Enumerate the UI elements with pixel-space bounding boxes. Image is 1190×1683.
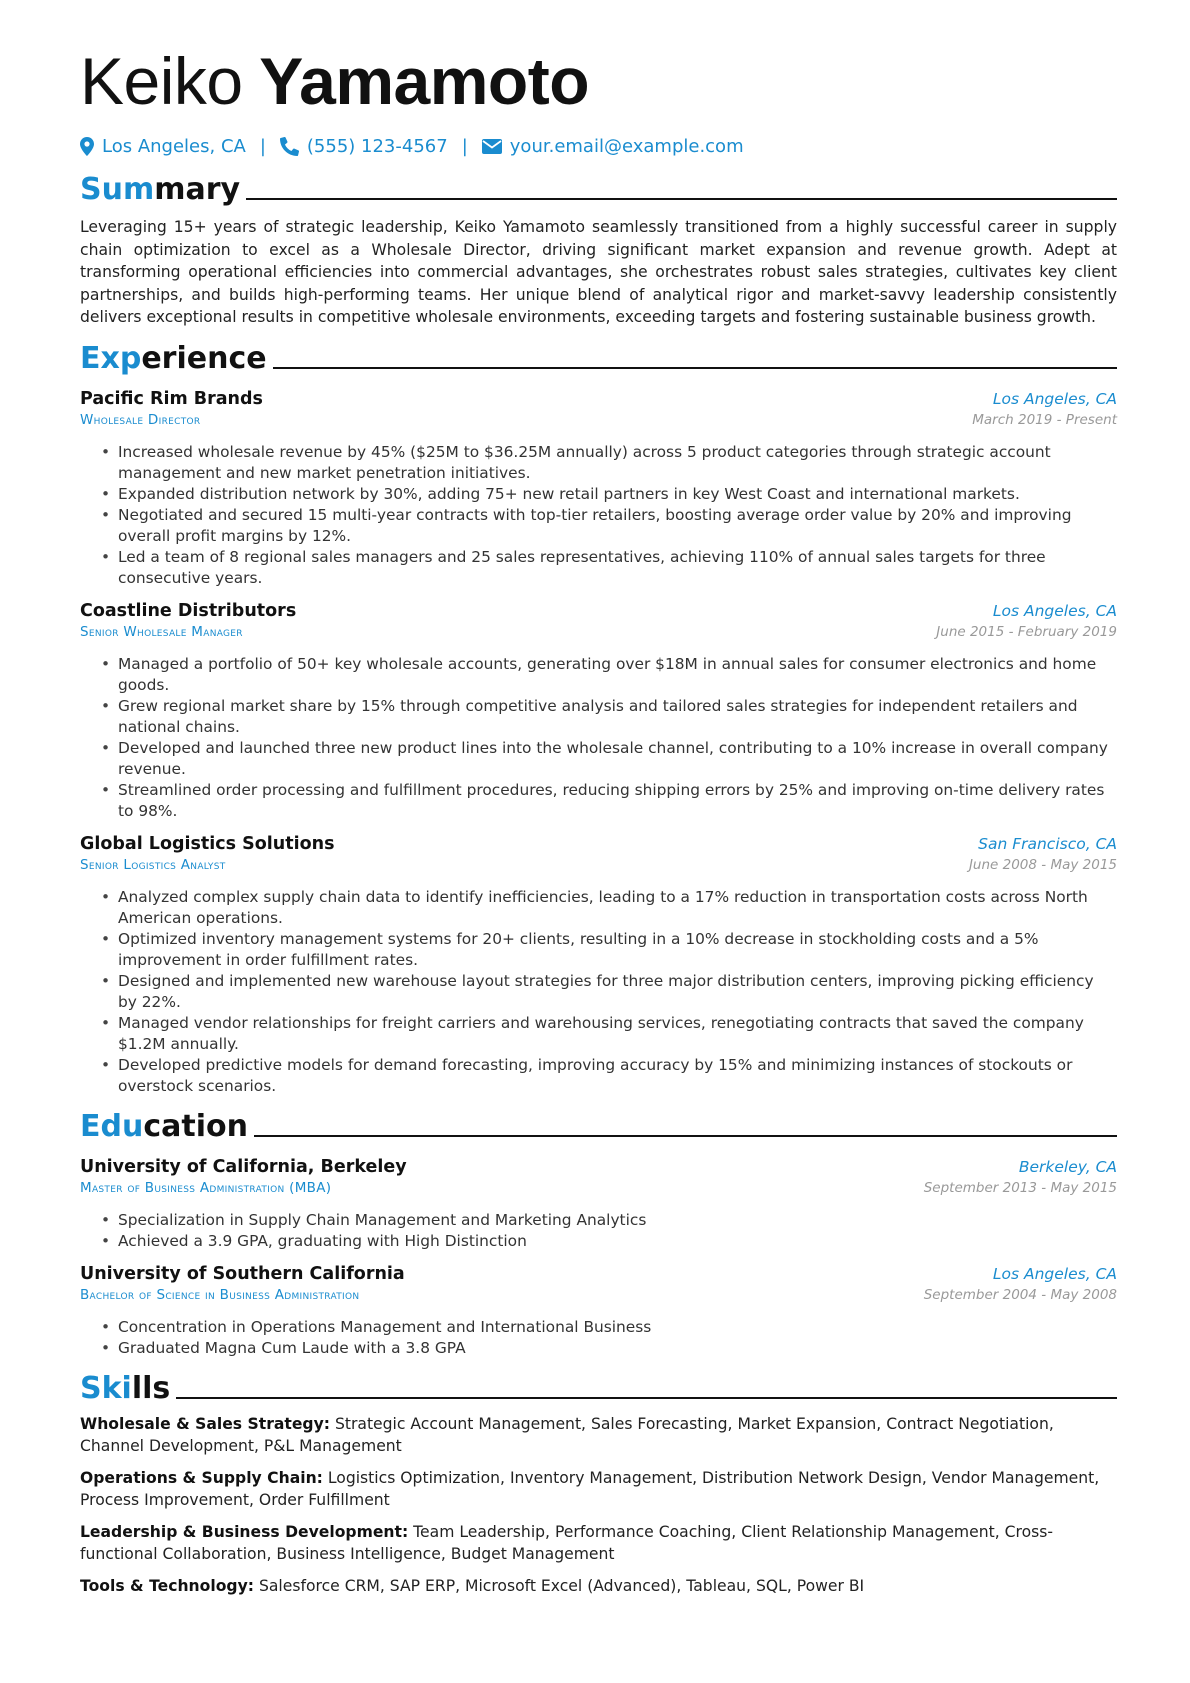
bullet-item: • Streamlined order processing and fulfillment procedures, reducing shipping errors by 25% and improving on-time delivery rates to 98%. — [118, 780, 1117, 822]
phone-text: (555) 123-4567 — [306, 135, 448, 157]
skill-row — [80, 1575, 1117, 1598]
skill-row — [80, 1467, 1117, 1512]
bullet-item: • Managed a portfolio of 50+ key wholesale accounts, generating over $18M in annual sales for consumer electronics and home goods. — [118, 654, 1117, 696]
bullet-item: • Specialization in Supply Chain Management and Marketing Analytics — [118, 1210, 1117, 1231]
bullet-item: • Designed and implemented new warehouse layout strategies for three major distribution centers, improving picking efficiency by 22%. — [118, 971, 1117, 1013]
skill-category: Operations & Supply Chain: — [80, 1468, 323, 1487]
bullet-item: • Managed vendor relationships for freight carriers and warehousing services, renegotiating contracts that saved the company $1.2M annually. — [118, 1013, 1117, 1055]
company-name: Coastline Distributors — [80, 600, 297, 621]
contact-separator: | — [259, 135, 266, 157]
section-rule — [254, 1135, 1117, 1137]
last-name: Yamamoto — [259, 44, 590, 118]
education-bullets — [80, 1317, 1117, 1359]
job-bullets — [80, 887, 1117, 1097]
skills-heading — [80, 1371, 1117, 1407]
candidate-name — [80, 40, 1117, 122]
envelope-icon — [482, 139, 502, 154]
section-rule — [176, 1397, 1117, 1399]
job-title: Senior Logistics Analyst — [80, 856, 226, 873]
section-rule — [273, 367, 1117, 369]
contact-email[interactable] — [482, 136, 744, 157]
summary-heading — [80, 172, 1117, 208]
skill-category: Leadership & Business Development: — [80, 1522, 409, 1541]
skill-items: Logistics Optimization, Inventory Management, Distribution Network Design, Vendor Management, Process Improvement, Order Fulfillment — [80, 1468, 1100, 1509]
school-name: University of California, Berkeley — [80, 1156, 407, 1177]
degree-name: Bachelor of Science in Business Administration — [80, 1286, 360, 1303]
bullet-item: • Developed predictive models for demand forecasting, improving accuracy by 15% and minimizing instances of stockouts or overstock scenarios. — [118, 1055, 1117, 1097]
map-marker-icon — [80, 137, 94, 156]
skill-row — [80, 1413, 1117, 1458]
bullet-item: • Concentration in Operations Management and International Business — [118, 1317, 1117, 1338]
school-location: Los Angeles, CA — [992, 1264, 1117, 1283]
job-location: San Francisco, CA — [978, 834, 1117, 853]
job-dates: March 2019 - Present — [972, 411, 1117, 428]
job-location: Los Angeles, CA — [992, 601, 1117, 620]
section-rule — [246, 198, 1117, 200]
company-name: Pacific Rim Brands — [80, 388, 263, 409]
skill-items: Team Leadership, Performance Coaching, Client Relationship Management, Cross-functional Collaboration, Business Intelligence, Budget Management — [80, 1522, 1053, 1563]
first-name: Keiko — [80, 44, 243, 118]
bullet-item: • Achieved a 3.9 GPA, graduating with High Distinction — [118, 1231, 1117, 1252]
job-bullets — [80, 654, 1117, 822]
experience-title: Experience — [80, 340, 267, 376]
school-name: University of Southern California — [80, 1263, 405, 1284]
education-heading — [80, 1109, 1117, 1145]
education-title: Education — [80, 1108, 248, 1144]
skill-category: Tools & Technology: — [80, 1576, 254, 1595]
company-name: Global Logistics Solutions — [80, 833, 335, 854]
bullet-item: • Optimized inventory management systems for 20+ clients, resulting in a 10% decrease in stockholding costs and a 5% improvement in order fulfillment rates. — [118, 929, 1117, 971]
contact-location — [80, 136, 246, 157]
bullet-item: • Expanded distribution network by 30%, adding 75+ new retail partners in key West Coast and international markets. — [118, 484, 1117, 505]
phone-icon — [280, 137, 299, 156]
education-entry — [80, 1157, 1117, 1252]
skills-title: Skills — [80, 1370, 171, 1406]
contact-bar — [80, 132, 1117, 160]
skills-list — [80, 1413, 1117, 1598]
education-bullets — [80, 1210, 1117, 1252]
location-text: Los Angeles, CA — [102, 135, 246, 157]
bullet-item: • Increased wholesale revenue by 45% ($25M to $36.25M annually) across 5 product categories through strategic account management and new market penetration initiatives. — [118, 442, 1117, 484]
email-text: your.email@example.com — [509, 135, 744, 157]
resume-content — [80, 40, 1117, 1597]
summary-text: Leveraging 15+ years of strategic leadership, Keiko Yamamoto seamlessly transitioned from a highly successful career in supply chain optimization to excel as a Wholesale Director, driving significant market expansion and revenue growth. Adept at transforming operational efficiencies into commercial advantages, she orchestrates robust sales strategies, cultivates key client partnerships, and builds high-performing teams. Her unique blend of analytical rigor and market-savvy leadership consistently delivers exceptional results in competitive wholesale environments, exceeding targets and fostering sustainable business growth. — [80, 218, 1117, 326]
summary-title: Summary — [80, 172, 241, 207]
bullet-item: • Graduated Magna Cum Laude with a 3.8 GPA — [118, 1338, 1117, 1359]
bullet-item: • Grew regional market share by 15% through competitive analysis and tailored sales strategies for independent retailers and national chains. — [118, 696, 1117, 738]
school-location: Berkeley, CA — [1018, 1157, 1117, 1176]
skill-items: Strategic Account Management, Sales Forecasting, Market Expansion, Contract Negotiation, Channel Development, P&L Management — [80, 1414, 1054, 1455]
degree-name: Master of Business Administration (MBA) — [80, 1179, 332, 1196]
skill-category: Wholesale & Sales Strategy: — [80, 1414, 330, 1433]
contact-separator: | — [461, 135, 468, 157]
job-title: Wholesale Director — [80, 411, 201, 428]
bullet-item: • Led a team of 8 regional sales managers and 25 sales representatives, achieving 110% of annual sales targets for three consecutive years. — [118, 547, 1117, 589]
job-title: Senior Wholesale Manager — [80, 623, 243, 640]
education-entry — [80, 1264, 1117, 1359]
job-bullets — [80, 442, 1117, 589]
job-dates: June 2008 - May 2015 — [968, 856, 1117, 873]
skill-row — [80, 1521, 1117, 1566]
education-dates: September 2013 - May 2015 — [923, 1179, 1117, 1196]
experience-heading — [80, 341, 1117, 377]
experience-entry — [80, 601, 1117, 822]
experience-entry — [80, 834, 1117, 1097]
skill-items: Salesforce CRM, SAP ERP, Microsoft Excel (Advanced), Tableau, SQL, Power BI — [258, 1576, 865, 1595]
contact-phone[interactable] — [280, 136, 448, 157]
bullet-item: • Negotiated and secured 15 multi-year contracts with top-tier retailers, boosting average order value by 20% and improving overall profit margins by 12%. — [118, 505, 1117, 547]
education-dates: September 2004 - May 2008 — [923, 1286, 1117, 1303]
bullet-item: • Developed and launched three new product lines into the wholesale channel, contributing to a 10% increase in overall company revenue. — [118, 738, 1117, 780]
bullet-item: • Analyzed complex supply chain data to identify inefficiencies, leading to a 17% reduction in transportation costs across North American operations. — [118, 887, 1117, 929]
experience-entry — [80, 389, 1117, 589]
job-dates: June 2015 - February 2019 — [936, 623, 1117, 640]
job-location: Los Angeles, CA — [992, 389, 1117, 408]
